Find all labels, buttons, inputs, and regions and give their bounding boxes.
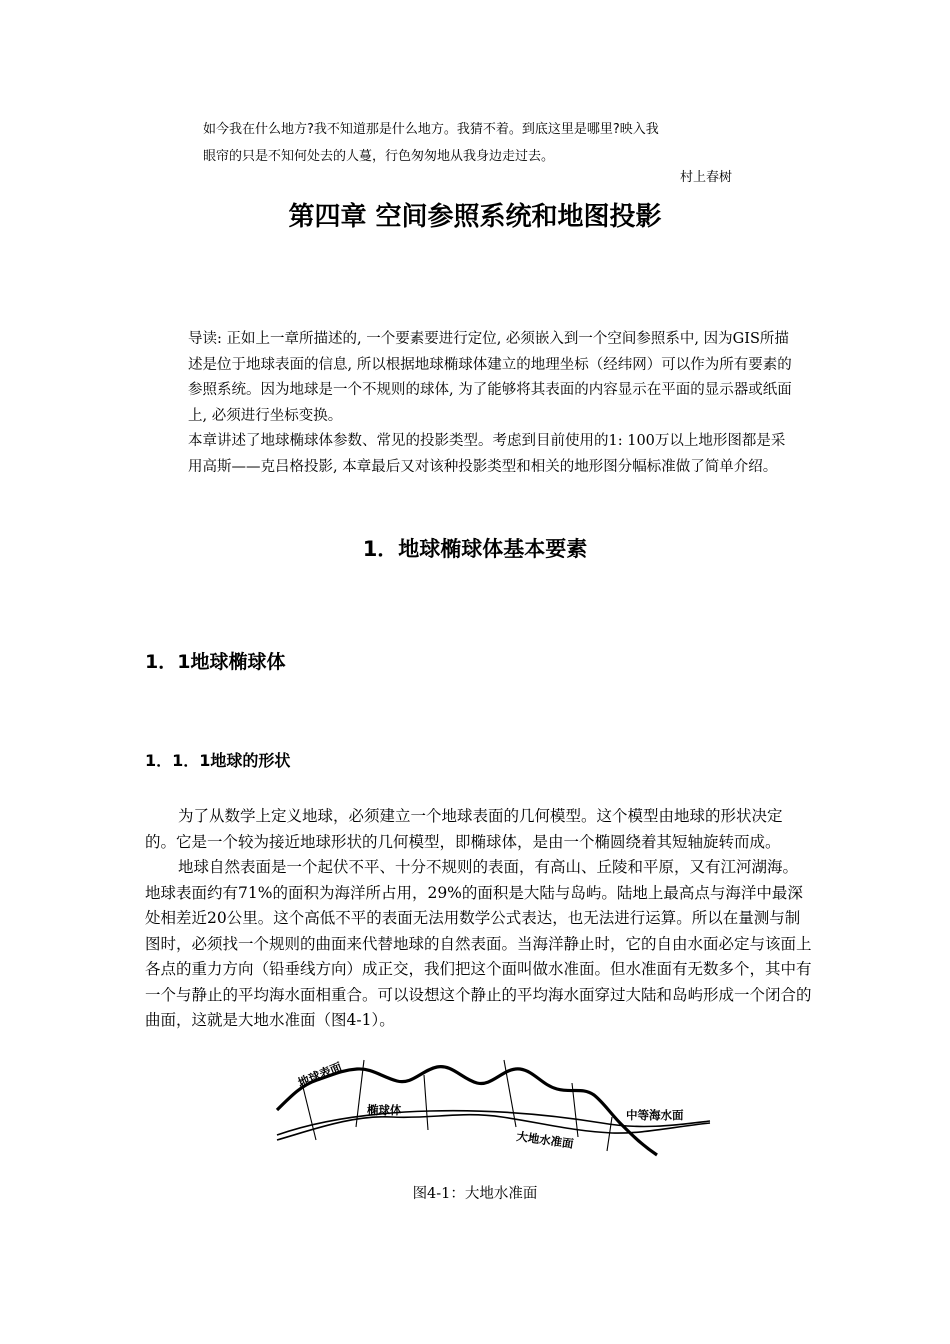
section-title: 1．地球椭球体基本要素 bbox=[362, 537, 588, 561]
geoid-figure bbox=[272, 1055, 712, 1165]
body-text bbox=[145, 804, 813, 1034]
epigraph bbox=[203, 116, 793, 170]
epigraph-line-2: 眼帘的只是不知何处去的人蔓，行色匆匆地从我身边走过去。 bbox=[203, 149, 555, 164]
label-geoid: 大地水准面 bbox=[515, 1129, 575, 1151]
intro-block bbox=[188, 327, 798, 480]
subsubsection-title: 1．1．1地球的形状 bbox=[145, 751, 291, 770]
intro-paragraph-2: 本章讲述了地球椭球体参数、常见的投影类型。考虑到目前使用的1: 100万以上地形图都是采用高斯——克吕格投影, 本章最后又对该种投影类型和相关的地形图分幅标准做了简单介绍。 bbox=[188, 433, 786, 475]
subsection-title: 1．1地球椭球体 bbox=[145, 651, 286, 673]
intro-paragraph-1: 导读: 正如上一章所描述的, 一个要素要进行定位, 必须嵌入到一个空间参照系中, 因为GIS所描述是位于地球表面的信息, 所以根据地球椭球体建立的地理坐标（经纬网）可以作为所有要素的参照系统。因为地球是一个不规则的球体, 为了能够将其表面的内容显示在平面的显示器或纸面上, 必须进行坐标变换。 bbox=[188, 331, 792, 424]
plumb-line-3 bbox=[424, 1075, 428, 1130]
label-earth-surface: 地球表面 bbox=[295, 1059, 344, 1090]
plumb-line-6 bbox=[607, 1117, 612, 1151]
figure-caption: 图4-1：大地水准面 bbox=[412, 1186, 538, 1202]
body-paragraph-1: 为了从数学上定义地球，必须建立一个地球表面的几何模型。这个模型由地球的形状决定的。它是一个较为接近地球形状的几何模型，即椭球体，是由一个椭圆绕着其短轴旋转而成。 bbox=[145, 807, 783, 851]
label-ellipsoid: 椭球体 bbox=[367, 1103, 402, 1117]
label-sea-level: 中等海水面 bbox=[626, 1108, 684, 1122]
body-paragraph-2: 地球自然表面是一个起伏不平、十分不规则的表面，有高山、丘陵和平原，又有江河湖海。地球表面约有71%的面积为海洋所占用，29%的面积是大陆与岛屿。陆地上最高点与海洋中最深处相差近20公里。这个高低不平的表面无法用数学公式表达，也无法进行运算。所以在量测与制图时，必须找一个规则的曲面来代替地球的自然表面。当海洋静止时，它的自由水面必定与该面上各点的重力方向（铅垂线方向）成正交，我们把这个面叫做水准面。但水准面有无数多个，其中有一个与静止的平均海水面相重合。可以设想这个静止的平均海水面穿过大陆和岛屿形成一个闭合的曲面，这就是大地水准面（图4-1）。 bbox=[145, 858, 812, 1029]
epigraph-author: 村上春树 bbox=[680, 170, 733, 185]
epigraph-line-1: 如今我在什么地方?我不知道那是什么地方。我猜不着。到底这里是哪里?映入我 bbox=[203, 122, 659, 137]
chapter-title: 第四章 空间参照系统和地图投影 bbox=[288, 202, 662, 232]
